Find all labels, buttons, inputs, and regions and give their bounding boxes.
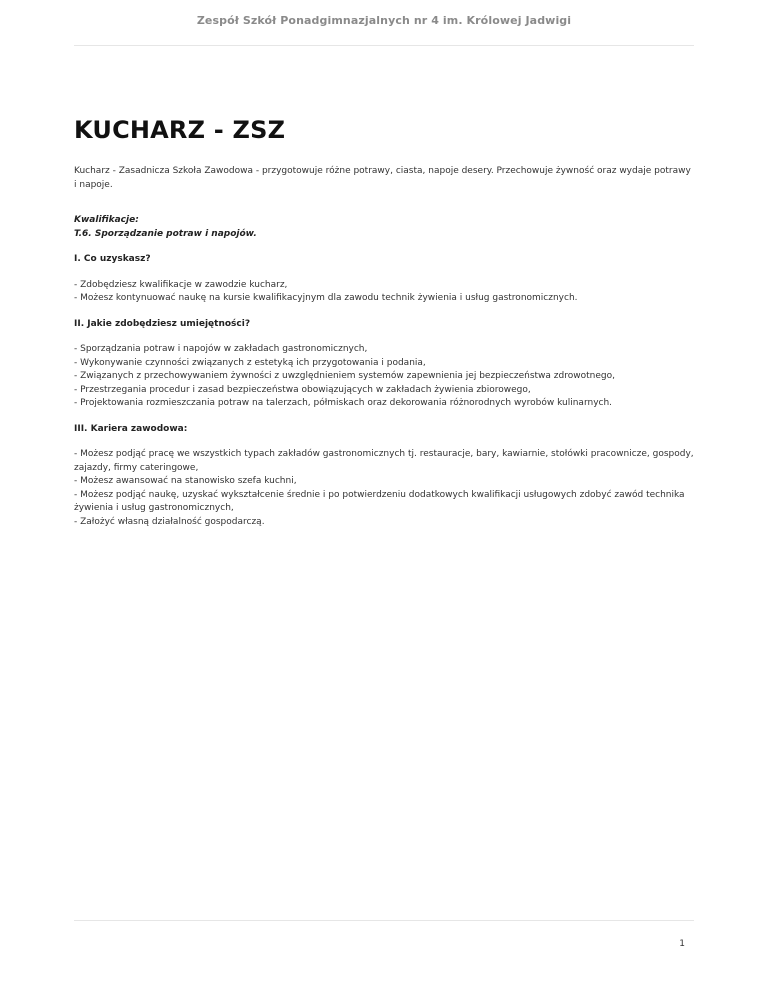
page-number: 1 (679, 939, 685, 949)
section-list-skills (74, 343, 696, 411)
list-item: - Wykonywanie czynności związanych z estetyką ich przygotowania i podania, (74, 357, 426, 368)
section-heading-gains: I. Co uzyskasz? (74, 254, 151, 264)
intro-paragraph: Kucharz - Zasadnicza Szkoła Zawodowa - przygotowuje różne potrawy, ciasta, napoje desery. Przechowuje żywność oraz wydaje potrawy i napoje. (74, 166, 691, 190)
list-item: - Możesz kontynuować naukę na kursie kwalifikacyjnym dla zawodu technik żywienia i usług gastronomicznych. (74, 293, 578, 303)
qualification-item: T.6. Sporządzanie potraw i napojów. (74, 228, 257, 239)
list-item: - Sporządzania potraw i napojów w zakładach gastronomicznych, (74, 344, 368, 354)
header-divider (74, 45, 694, 46)
section-list-career (74, 448, 696, 529)
list-item: - Możesz awansować na stanowisko szefa kuchni, (74, 476, 297, 486)
qualifications-block (74, 214, 696, 241)
document-content (74, 115, 696, 541)
section-heading-skills: II. Jakie zdobędziesz umiejętności? (74, 318, 251, 329)
section-heading-career: III. Kariera zawodowa: (74, 423, 188, 434)
list-item: - Założyć własną działalność gospodarczą. (74, 516, 265, 527)
list-item: - Przestrzegania procedur i zasad bezpieczeństwa obowiązujących w zakładach żywienia zbiorowego, (74, 384, 531, 395)
list-item: - Możesz podjąć naukę, uzyskać wykształcenie średnie i po potwierdzeniu dodatkowych kwalifikacji usługowych zdobyć zawód technika żywienia i usług gastronomicznych, (74, 489, 685, 513)
list-item: - Projektowania rozmieszczania potraw na talerzach, półmiskach oraz dekorowania różnorodnych wyrobów kulinarnych. (74, 398, 613, 408)
footer-divider (74, 920, 694, 921)
page-header-school-name: Zespół Szkół Ponadgimnazjalnych nr 4 im. Królowej Jadwigi (196, 14, 572, 27)
document-title: KUCHARZ - ZSZ (74, 116, 286, 144)
list-item: - Możesz podjąć pracę we wszystkich typach zakładów gastronomicznych tj. restauracje, bary, kawiarnie, stołówki pracownicze, gospody, zajazdy, firmy cateringowe, (74, 449, 694, 473)
list-item: - Zdobędziesz kwalifikacje w zawodzie kucharz, (74, 279, 288, 290)
qualifications-label: Kwalifikacje: (74, 215, 139, 225)
list-item: - Związanych z przechowywaniem żywności z uwzględnieniem systemów zapewnienia jej bezpieczeństwa zdrowotnego, (74, 371, 615, 381)
section-list-gains (74, 279, 696, 306)
